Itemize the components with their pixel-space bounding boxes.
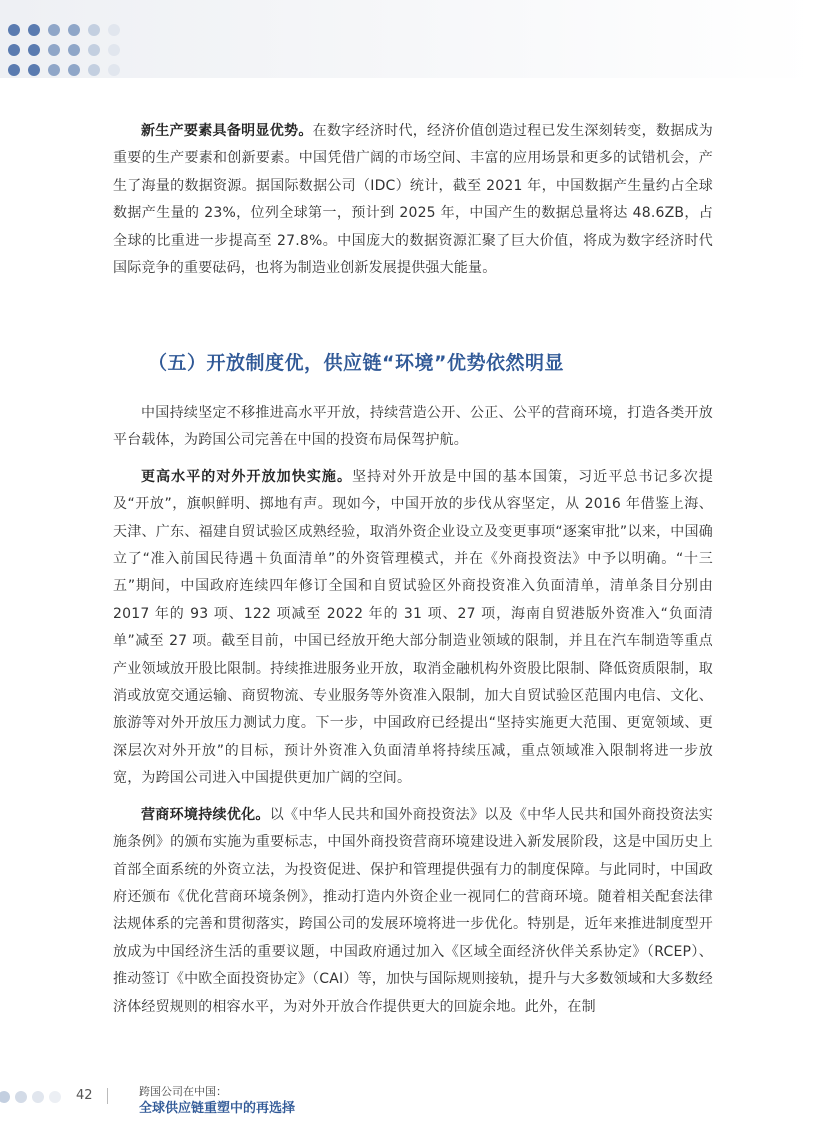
decorative-dot: [88, 64, 100, 76]
decorative-dot: [68, 24, 80, 36]
decorative-dot: [68, 64, 80, 76]
section-paragraph-3: [113, 802, 713, 1021]
footer-dot: [49, 1091, 61, 1103]
decorative-dot: [8, 64, 20, 76]
decorative-dot: [48, 44, 60, 56]
intro-lead: 新生产要素具备明显优势。: [141, 123, 313, 139]
decorative-dot: [8, 44, 20, 56]
footer-dot: [0, 1091, 10, 1103]
section-paragraph-2: [113, 464, 713, 793]
decorative-dot: [68, 44, 80, 56]
decorative-dot: [108, 44, 120, 56]
decorative-dot: [48, 24, 60, 36]
intro-paragraph: [113, 118, 713, 282]
section-title: （五）开放制度优，供应链“环境”优势依然明显: [148, 352, 564, 374]
decorative-dot: [88, 24, 100, 36]
paragraph-3-text: 以《中华人民共和国外商投资法》以及《中华人民共和国外商投资法实施条例》的颁布实施为重要标志，中国外商投资营商环境建设进入新发展阶段，这是中国历史上首部全面系统的外资立法，为投资促进、保护和管理提供强有力的制度保障。与此同时，中国政府还颁布《优化营商环境条例》，推动打造内外资企业一视同仁的营商环境。随着相关配套法律法规体系的完善和贯彻落实，跨国公司的发展环境将进一步优化。特别是，近年来推进制度型开放成为中国经济生活的重要议题，中国政府通过加入《区域全面经济伙伴关系协定》（RCEP）、推动签订《中欧全面投资协定》（CAI）等，加快与国际规则接轨，提升与大多数领域和大多数经济体经贸规则的相容水平，为对外开放合作提供更大的回旋余地。此外，在制: [113, 806, 713, 1015]
decorative-dot: [28, 44, 40, 56]
intro-text: 在数字经济时代，经济价值创造过程已发生深刻转变，数据成为重要的生产要素和创新要素。中国凭借广阔的市场空间、丰富的应用场景和更多的试错机会，产生了海量的数据资源。据国际数据公司（IDC）统计，截至 2021 年，中国数据产生量约占全球数据产生量的 23%，位列全球第一，预计到 2025 年，中国产生的数据总量将达 48.6ZB，占全球的比重进一步提高至 27.8%。中国庞大的数据资源汇聚了巨大价值，将成为数字经济时代国际竞争的重要砝码，也将为制造业创新发展提供强大能量。: [113, 123, 713, 277]
decorative-dot: [108, 64, 120, 76]
intro-section: [113, 118, 713, 282]
decorative-dot: [8, 24, 20, 36]
decorative-dot: [88, 44, 100, 56]
paragraph-2-lead: 更高水平的对外开放加快实施。: [141, 468, 353, 485]
footer-divider: [107, 1088, 108, 1104]
footer-dot-row: [0, 1089, 70, 1105]
footer-dot: [15, 1091, 27, 1103]
section-paragraph-1: 中国持续坚定不移推进高水平开放，持续营造公开、公正、公平的营商环境，打造各类开放平台载体，为跨国公司完善在中国的投资布局保驾护航。: [113, 405, 713, 449]
decorative-dot: [28, 24, 40, 36]
decorative-dot: [28, 64, 40, 76]
page-number: 42: [76, 1088, 93, 1103]
paragraph-2-text: 坚持对外开放是中国的基本国策，习近平总书记多次提及“开放”，旗帜鲜明、掷地有声。现如今，中国开放的步伐从容坚定，从 2016 年借鉴上海、天津、广东、福建自贸试验区成熟经验，取消外资企业设立及变更事项“逐案审批”以来，中国确立了“准入前国民待遇＋负面清单”的外资管理模式，并在《外商投资法》中予以明确。“十三五”期间，中国政府连续四年修订全国和自贸试验区外商投资准入负面清单，清单条目分别由 2017 年的 93 项、122 项减至 2022 年的 31 项、27 项，海南自贸港版外资准入“负面清单”减至 27 项。截至目前，中国已经放开绝大部分制造业领域的限制，并且在汽车制造等重点产业领域放开股比限制。持续推进服务业开放，取消金融机构外资股比限制、降低资质限制，取消或放宽交通运输、商贸物流、专业服务等外资准入限制，加大自贸试验区范围内电信、文化、旅游等对外开放压力测试力度。下一步，中国政府已经提出“坚持实施更大范围、更宽领域、更深层次对外开放”的目标，预计外资准入负面清单将持续压减，重点领域准入限制将进一步放宽，为跨国公司进入中国提供更加广阔的空间。: [113, 468, 713, 787]
decorative-dot: [108, 24, 120, 36]
footer-dot: [32, 1091, 44, 1103]
footer-title: 全球供应链重塑中的再选择: [139, 1101, 296, 1116]
decorative-dot-grid: [8, 23, 138, 83]
paragraph-3-lead: 营商环境持续优化。: [141, 806, 270, 823]
section-body: [113, 400, 713, 1021]
footer-subtitle: 跨国公司在中国：: [139, 1085, 227, 1098]
decorative-dot: [48, 64, 60, 76]
